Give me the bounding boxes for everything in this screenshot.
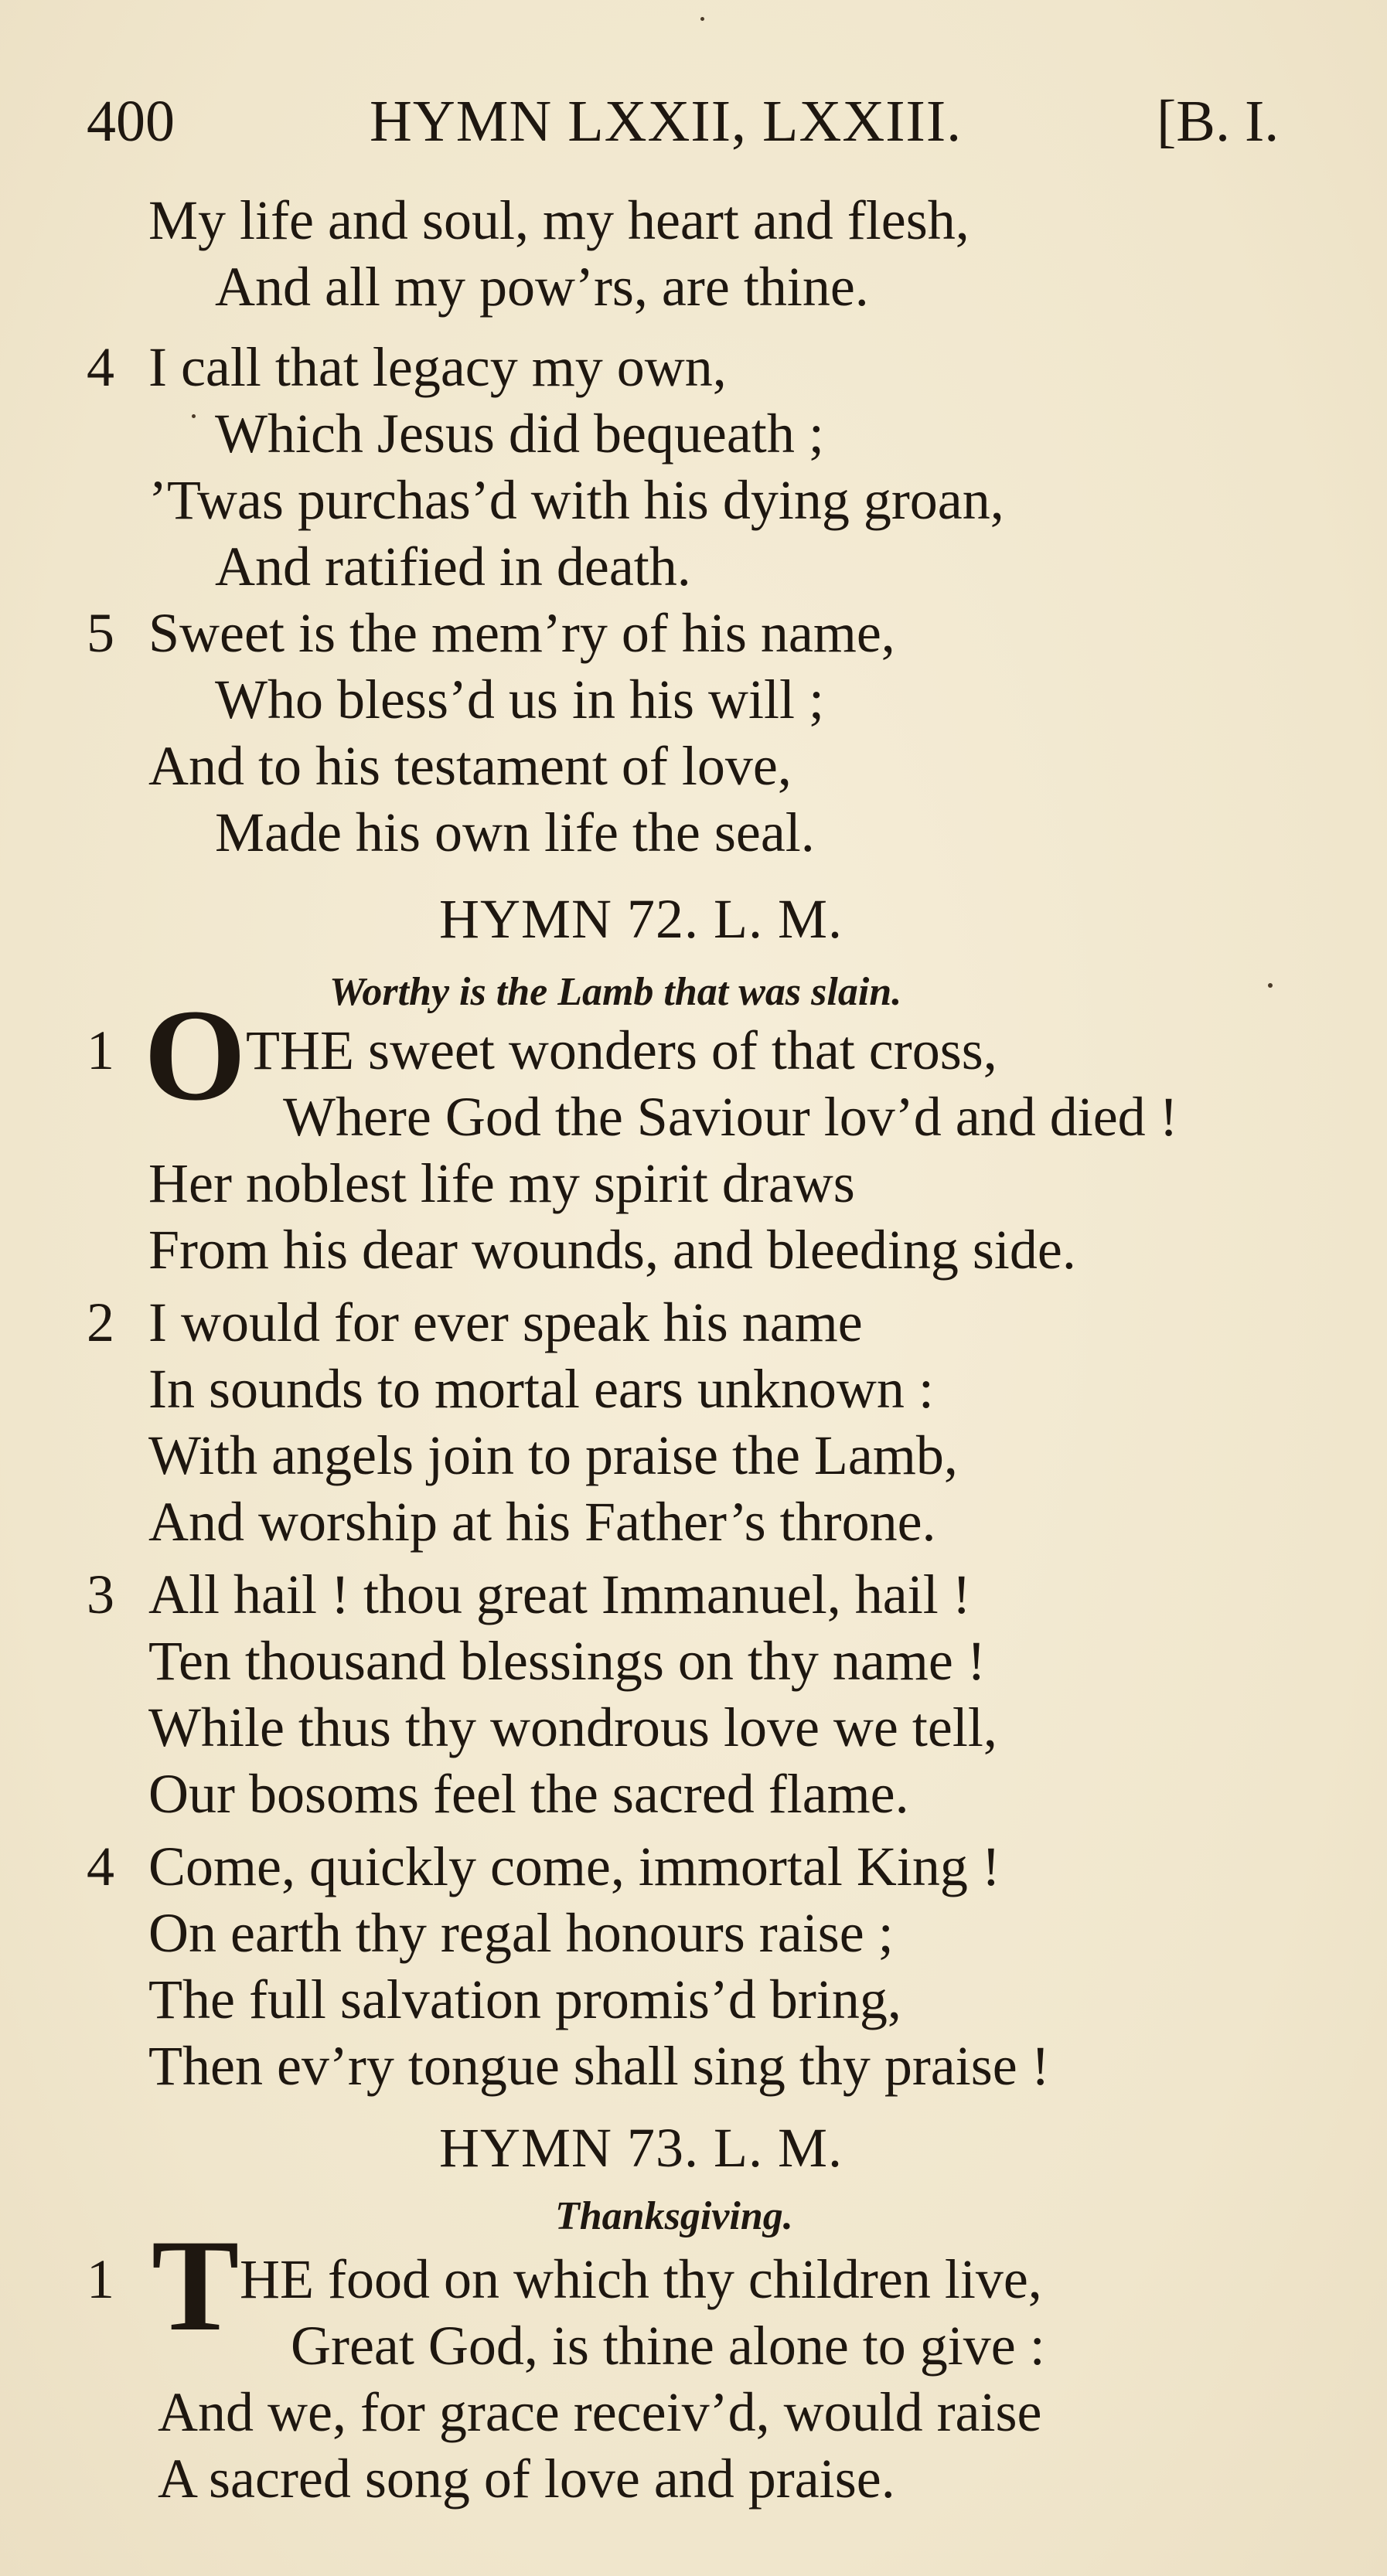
verse-number: 4 [87, 336, 114, 398]
verse-line: Then ev’ry tongue shall sing thy praise ! [148, 2035, 1050, 2097]
verse-line: From his dear wounds, and bleeding side. [148, 1219, 1076, 1281]
running-header-title: HYMN LXXII, LXXIII. [370, 89, 963, 154]
hymn-subtitle: Thanksgiving. [555, 2194, 793, 2238]
verse-line: Sweet is the mem’ry of his name, [148, 602, 895, 664]
verse-line: I would for ever speak his name [148, 1291, 863, 1353]
verse-line: All hail ! thou great Immanuel, hail ! [148, 1564, 971, 1625]
verse-line: In sounds to mortal ears unknown : [148, 1358, 934, 1420]
verse-line: While thus thy wondrous love we tell, [148, 1696, 997, 1758]
verse-number: 4 [87, 1836, 114, 1897]
verse-line: And worship at his Father’s throne. [148, 1491, 936, 1553]
verse-line: THE sweet wonders of that cross, [246, 1019, 997, 1081]
verse-line: And all my pow’rs, are thine. [215, 256, 869, 318]
verse-line: And we, for grace receiv’d, would raise [158, 2381, 1042, 2443]
hymn-subtitle: Worthy is the Lamb that was slain. [329, 970, 902, 1014]
verse-line: Ten thousand blessings on thy name ! [148, 1630, 986, 1692]
verse-line: Where God the Saviour lov’d and died ! [283, 1086, 1178, 1148]
ink-speck [192, 414, 196, 418]
book-indicator: [B. I. [1157, 89, 1280, 154]
verse-line: The full salvation promis’d bring, [148, 1969, 901, 2030]
verse-line: On earth thy regal honours raise ; [148, 1902, 894, 1964]
drop-cap: O [144, 982, 247, 1128]
verse-line: Our bosoms feel the sacred flame. [148, 1763, 909, 1825]
verse-number: 1 [87, 2248, 114, 2310]
verse-line: ’Twas purchas’d with his dying groan, [148, 469, 1004, 531]
verse-line: I call that legacy my own, [148, 336, 727, 398]
verse-line: With angels join to praise the Lamb, [148, 1424, 958, 1486]
verse-line: Great God, is thine alone to give : [291, 2315, 1045, 2377]
verse-line: A sacred song of love and praise. [158, 2448, 895, 2510]
verse-number: 3 [87, 1564, 114, 1625]
page-number: 400 [87, 89, 175, 154]
hymn-title: HYMN 73. L. M. [439, 2117, 843, 2179]
verse-number: 5 [87, 602, 114, 664]
verse-number: 2 [87, 1291, 114, 1353]
verse-line: Who bless’d us in his will ; [215, 669, 824, 730]
verse-line: Come, quickly come, immortal King ! [148, 1836, 1000, 1897]
verse-line: And ratified in death. [215, 536, 691, 597]
verse-line: My life and soul, my heart and flesh, [148, 189, 970, 251]
verse-line: Her noblest life my spirit draws [148, 1152, 855, 1214]
verse-line: Made his own life the seal. [215, 801, 815, 863]
ink-speck [1268, 983, 1273, 988]
drop-cap: T [152, 2213, 240, 2358]
ink-speck [700, 17, 704, 21]
verse-line: Which Jesus did bequeath ; [215, 403, 824, 464]
verse-line: HE food on which thy children live, [240, 2248, 1042, 2310]
hymn-title: HYMN 72. L. M. [439, 888, 843, 950]
verse-number: 1 [87, 1019, 114, 1081]
verse-line: And to his testament of love, [148, 735, 792, 797]
